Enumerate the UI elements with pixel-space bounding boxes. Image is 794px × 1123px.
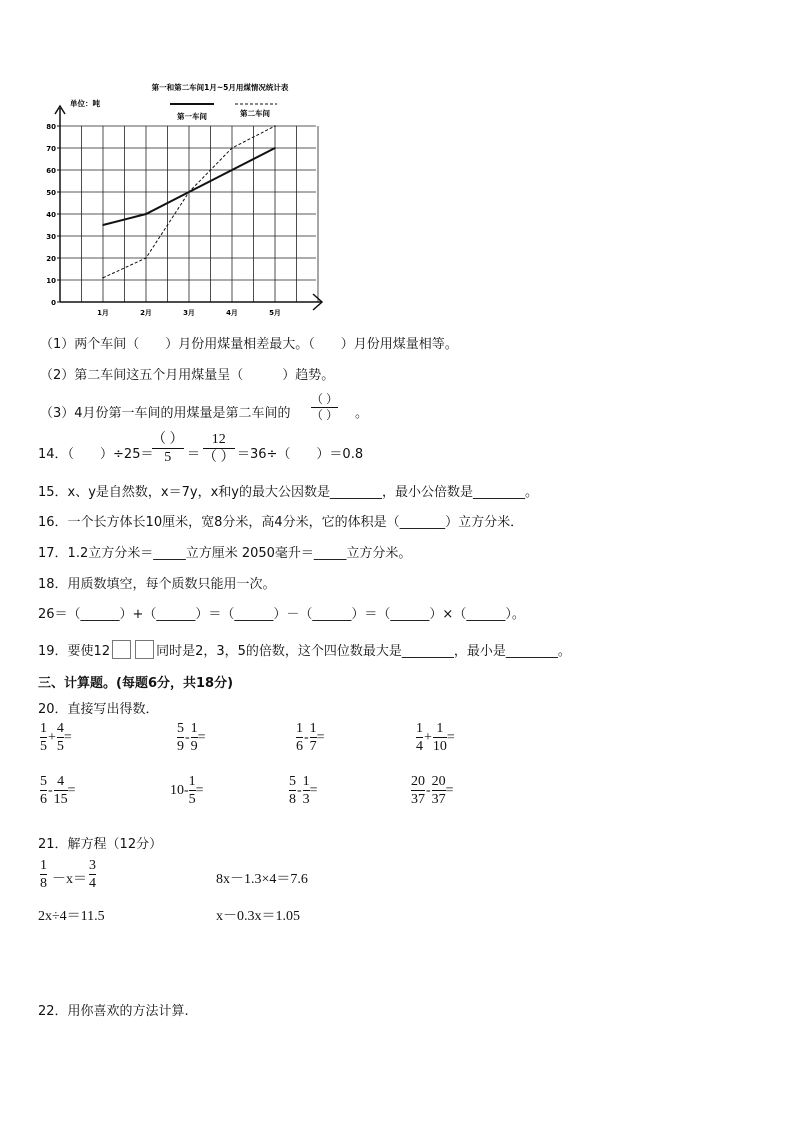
equals: = — [316, 729, 325, 745]
fraction-den: 4 — [416, 739, 423, 754]
equals: = — [445, 782, 454, 798]
fraction — [189, 773, 196, 808]
q19-prefix: 19．要使12 — [38, 644, 111, 659]
q14-fraction-1 — [152, 431, 184, 466]
operator: + — [424, 729, 432, 745]
fraction-num: 1 — [309, 721, 317, 736]
q21-eq1-mid: －x＝ — [52, 872, 87, 887]
q20-whole: 10- — [170, 782, 189, 798]
fraction-num: 5 — [40, 774, 47, 789]
fraction-den: 3 — [302, 792, 310, 807]
q14-f2-num: 12 — [211, 432, 226, 447]
equals: = — [195, 782, 204, 798]
operator: - — [48, 782, 53, 798]
operator: - — [297, 782, 302, 798]
q14-f2-den: （ ） — [203, 450, 235, 465]
fraction — [303, 773, 310, 808]
q13-line1: （1）两个车间（ ）月份用煤量相差最大。（ ）月份用煤量相等。 — [40, 337, 458, 352]
q14-fraction-2 — [203, 431, 235, 466]
y-tick-labels — [46, 123, 60, 307]
fraction-den: 8 — [289, 792, 296, 807]
fraction-num: 1 — [416, 721, 423, 736]
q21-eq1-den: 8 — [40, 876, 47, 891]
q21-title: 21．解方程（12分） — [38, 837, 163, 852]
fraction-num: 20 — [411, 774, 425, 789]
q21-eq1-frac-right — [89, 857, 96, 892]
equals: = — [197, 729, 206, 745]
fraction-num: 1 — [188, 774, 196, 789]
legend-label-series-1: 第一车间 — [177, 112, 207, 121]
fraction-den: 5 — [56, 739, 64, 754]
q21-eq1-rnum: 3 — [89, 858, 96, 873]
q20-item — [170, 773, 204, 808]
fraction-num: 1 — [190, 721, 198, 736]
y-tick-label: 40 — [46, 211, 56, 219]
data-point-series-2 — [145, 257, 147, 259]
operator: + — [48, 729, 56, 745]
q21-eq1-rden: 4 — [89, 876, 96, 891]
x-tick-label: 1月 — [97, 309, 109, 317]
data-point-series-1 — [274, 147, 276, 149]
data-point-series-1 — [231, 169, 233, 171]
chart-grid — [60, 126, 318, 302]
equals: = — [446, 729, 455, 745]
fraction-num: 4 — [57, 774, 65, 789]
equals: = — [63, 729, 72, 745]
q19 — [38, 640, 571, 659]
fraction-den: 6 — [296, 739, 303, 754]
answer-box[interactable] — [135, 640, 154, 659]
fraction — [40, 773, 47, 808]
fraction — [296, 720, 303, 755]
fraction-den: 9 — [190, 739, 198, 754]
y-tick-label: 30 — [46, 233, 56, 241]
fraction-num: 20 — [431, 774, 446, 789]
q14-suffix: ＝36÷（ ）＝0.8 — [237, 447, 364, 462]
fraction-num: 1 — [296, 721, 303, 736]
y-tick-label: 20 — [46, 255, 56, 263]
q21-eq1-frac-left — [40, 857, 47, 892]
fraction — [54, 773, 68, 808]
fraction-num: 1 — [40, 721, 47, 736]
fraction — [411, 773, 425, 808]
fraction-num: 5 — [289, 774, 296, 789]
fraction — [40, 720, 47, 755]
fraction-den: 37 — [411, 792, 425, 807]
fraction-num: 5 — [177, 721, 184, 736]
chart-title: 第一和第二车间1月~5月用煤情况统计表 — [151, 83, 289, 92]
fraction-den: 15 — [53, 792, 68, 807]
fraction — [57, 720, 64, 755]
y-tick-label: 0 — [51, 299, 56, 307]
data-point-series-2 — [188, 191, 190, 193]
fraction — [289, 773, 296, 808]
line-chart — [30, 78, 330, 323]
q13-line3-suffix: 。 — [355, 406, 369, 421]
y-tick-label: 60 — [46, 167, 56, 175]
q14-f1-den: 5 — [164, 450, 172, 465]
q13-fraction — [311, 392, 338, 423]
fraction-num: 4 — [56, 721, 64, 736]
fraction-den: 37 — [431, 792, 446, 807]
q13-fraction-den: （ ） — [311, 408, 339, 422]
fraction-num: 1 — [436, 721, 444, 736]
fraction-num: 1 — [302, 774, 310, 789]
data-point-series-1 — [145, 213, 147, 215]
q13-line2: （2）第二车间这五个月用煤量呈（ ）趋势。 — [40, 368, 335, 383]
q14-eq: ＝ — [187, 447, 201, 462]
q18-text: 18．用质数填空，每个质数只能用一次。 — [38, 577, 276, 592]
q21-eq1-num: 1 — [40, 858, 47, 873]
equals: = — [67, 782, 76, 798]
x-tick-labels — [97, 309, 281, 317]
data-point-series-2 — [274, 125, 276, 127]
fraction-den: 6 — [40, 792, 47, 807]
q20-item — [411, 773, 454, 808]
q21-eq3: 2x÷4＝11.5 — [38, 909, 105, 924]
y-tick-label: 10 — [46, 277, 56, 285]
q17: 17．1.2立方分米＝_____立方厘米 2050毫升＝_____立方分米。 — [38, 546, 412, 561]
q13-fraction-num: （ ） — [311, 392, 339, 406]
legend-label-series-2: 第二车间 — [240, 109, 270, 118]
x-tick-label: 4月 — [226, 309, 238, 317]
fraction-den: 5 — [188, 792, 196, 807]
q20-item — [416, 720, 455, 755]
operator: - — [426, 782, 431, 798]
y-tick-label: 50 — [46, 189, 56, 197]
q13-line3-prefix: （3）4月份第一车间的用煤量是第二车间的 — [40, 406, 291, 421]
x-tick-label: 2月 — [140, 309, 152, 317]
fraction — [191, 720, 198, 755]
y-tick-label: 70 — [46, 145, 56, 153]
q21-eq2: 8x－1.3×4＝7.6 — [216, 872, 308, 887]
fraction — [310, 720, 317, 755]
data-point-series-2 — [102, 277, 104, 279]
q22: 22．用你喜欢的方法计算. — [38, 1004, 189, 1019]
fraction — [416, 720, 423, 755]
q18-expr: 26＝（______）+（______）＝（______）－（______）＝（______）×（______）。 — [38, 607, 525, 622]
y-tick-label: 80 — [46, 123, 56, 131]
fraction-den: 10 — [432, 739, 447, 754]
x-tick-label: 5月 — [269, 309, 281, 317]
q20-item — [289, 773, 318, 808]
q20-item — [296, 720, 325, 755]
q21-eq4: x－0.3x＝1.05 — [216, 909, 300, 924]
operator: - — [304, 729, 309, 745]
q16: 16．一个长方体长10厘米，宽8分米，高4分米，它的体积是（_______）立方分米． — [38, 515, 524, 530]
q20-title: 20．直接写出得数． — [38, 702, 159, 717]
operator: - — [185, 729, 190, 745]
fraction — [432, 773, 446, 808]
answer-box[interactable] — [112, 640, 131, 659]
fraction-den: 9 — [177, 739, 184, 754]
section-3-heading: 三、计算题。(每题6分，共18分) — [38, 676, 234, 691]
chart-unit-label: 单位：吨 — [70, 99, 100, 108]
q19-suffix: 同时是2，3，5的倍数，这个四位数最大是________，最小是________。 — [156, 644, 571, 659]
q14-f1-num: （ ） — [152, 432, 184, 447]
fraction — [433, 720, 447, 755]
fraction — [177, 720, 184, 755]
data-point-series-1 — [102, 224, 104, 226]
x-tick-label: 3月 — [183, 309, 195, 317]
equals: = — [309, 782, 318, 798]
q14-prefix: 14．（ ）÷25＝ — [38, 447, 154, 462]
q20-item — [177, 720, 206, 755]
q15: 15．x、y是自然数，x＝7y，x和y的最大公因数是________，最小公倍数是________。 — [38, 485, 538, 500]
fraction-den: 5 — [40, 739, 47, 754]
q20-item — [40, 773, 76, 808]
fraction-den: 7 — [309, 739, 317, 754]
q20-item — [40, 720, 72, 755]
data-point-series-2 — [231, 147, 233, 149]
